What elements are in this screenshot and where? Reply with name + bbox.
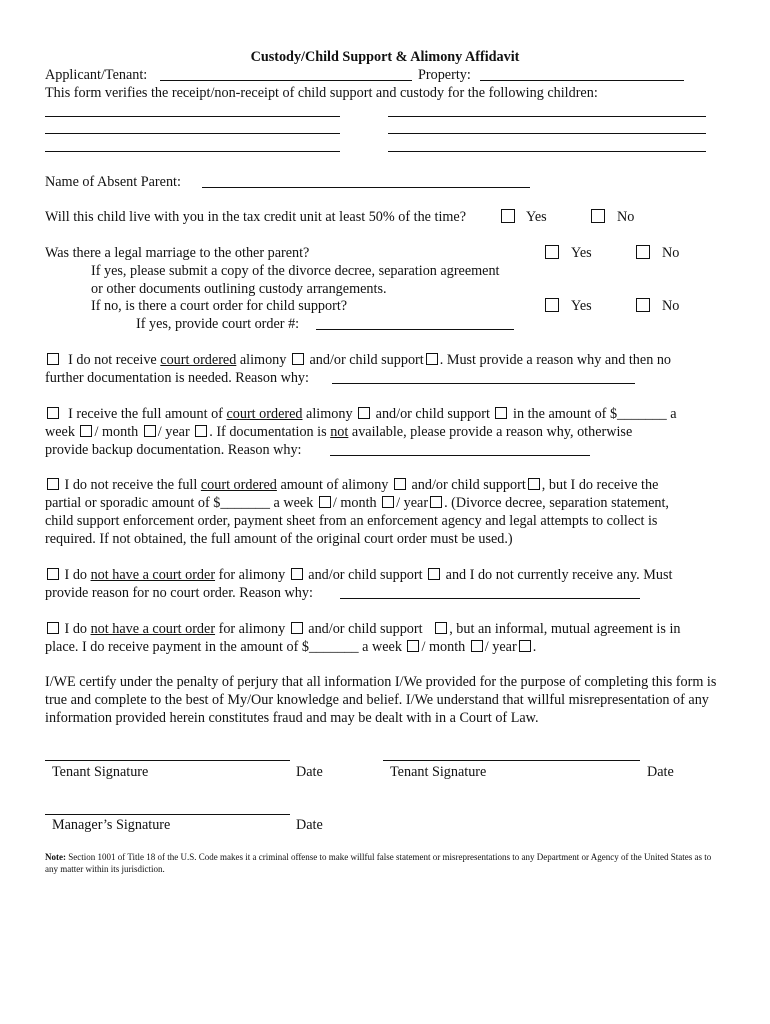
date-label: Date [296, 764, 323, 780]
property-field[interactable] [480, 80, 684, 81]
option-no-order-reason-label: provide reason for no court order. Reason why: [45, 585, 313, 601]
date-label: Date [296, 817, 323, 833]
certification-text: I/WE certify under the penalty of perjury that all information I/We provided for the purpose of completing this form is true and complete to the best of My/Our knowledge and belief. I/We understand that willful misrepresentation of any information provided herein constitutes fraud and may be dealt with in a Court of Law. [45, 674, 717, 726]
marriage-no-checkbox[interactable] [636, 245, 650, 259]
marriage-no-label: No [662, 245, 680, 261]
month-checkbox[interactable] [471, 640, 483, 652]
tenant-signature-label: Tenant Signature [52, 764, 149, 780]
option-full-amount-reason-field[interactable] [330, 455, 590, 456]
date-label: Date [647, 764, 674, 780]
option-not-receive-line1: I do not receive court ordered alimony and/or child support . Must provide a reason why and then no [45, 351, 671, 369]
court-order-no-checkbox[interactable] [636, 298, 650, 312]
week-checkbox[interactable] [407, 640, 419, 652]
marriage-yes-label: Yes [571, 245, 592, 261]
child-support-checkbox[interactable] [426, 353, 438, 365]
tenant-signature-line[interactable] [45, 760, 290, 761]
applicant-label: Applicant/Tenant: [45, 67, 148, 83]
court-order-no-label: No [662, 298, 680, 314]
year-checkbox[interactable] [195, 425, 207, 437]
marriage-instruction: If yes, please submit a copy of the divorce decree, separation agreement [91, 263, 500, 279]
option-not-receive-checkbox[interactable] [47, 353, 59, 365]
child-support-checkbox[interactable] [528, 478, 540, 490]
alimony-checkbox[interactable] [292, 353, 304, 365]
note-label: Note: [45, 852, 66, 862]
applicant-field[interactable] [160, 80, 412, 81]
live-question: Will this child live with you in the tax credit unit at least 50% of the time? [45, 209, 467, 225]
child-name-field[interactable] [388, 133, 706, 134]
alimony-checkbox[interactable] [358, 407, 370, 419]
child-support-checkbox[interactable] [428, 568, 440, 580]
form-title: Custody/Child Support & Alimony Affidavit [250, 49, 520, 65]
intro-text: This form verifies the receipt/non-receipt of child support and custody for the following children: [45, 85, 598, 101]
alimony-checkbox[interactable] [394, 478, 406, 490]
month-checkbox[interactable] [382, 496, 394, 508]
child-name-field[interactable] [45, 151, 340, 152]
marriage-instruction: or other documents outlining custody arrangements. [91, 281, 387, 297]
option-full-amount-line1: I receive the full amount of court ordered alimony and/or child support in the amount of $_______ a [45, 405, 677, 423]
year-checkbox[interactable] [519, 640, 531, 652]
option-informal-line2: place. I do receive payment in the amount of $_______ a week / month / year . [45, 639, 537, 655]
option-partial-line4: required. If not obtained, the full amount of the original court order must be used.) [45, 531, 513, 547]
court-order-yes-checkbox[interactable] [545, 298, 559, 312]
court-order-number-label: If yes, provide court order #: [136, 316, 300, 332]
option-no-order-line1: I do not have a court order for alimony and/or child support and I do not currently receive any. Must [45, 566, 672, 584]
live-yes-checkbox[interactable] [501, 209, 515, 223]
option-partial-line3: child support enforcement order, payment sheet from an enforcement agency and legal attempts to collect is [45, 513, 658, 529]
marriage-question: Was there a legal marriage to the other parent? [45, 245, 310, 261]
child-support-checkbox[interactable] [435, 622, 447, 634]
absent-parent-label: Name of Absent Parent: [45, 174, 181, 190]
week-checkbox[interactable] [80, 425, 92, 437]
child-name-field[interactable] [388, 151, 706, 152]
legal-note [45, 851, 725, 875]
note-text: Section 1001 of Title 18 of the U.S. Code makes it a criminal offense to make willful false statement or misrepresentations to any Department or Agency of the United States as to any matter within its jurisdiction. [45, 852, 712, 874]
court-order-question: If no, is there a court order for child support? [91, 298, 348, 314]
week-checkbox[interactable] [319, 496, 331, 508]
option-no-order-reason-field[interactable] [340, 598, 640, 599]
child-name-field[interactable] [388, 116, 706, 117]
live-no-checkbox[interactable] [591, 209, 605, 223]
child-support-checkbox[interactable] [495, 407, 507, 419]
tenant-signature-label: Tenant Signature [390, 764, 487, 780]
manager-signature-label: Manager’s Signature [52, 817, 171, 833]
manager-signature-line[interactable] [45, 814, 290, 815]
court-order-number-field[interactable] [316, 329, 514, 330]
option-no-order-checkbox[interactable] [47, 568, 59, 580]
absent-parent-field[interactable] [202, 187, 530, 188]
option-informal-checkbox[interactable] [47, 622, 59, 634]
court-order-yes-label: Yes [571, 298, 592, 314]
option-not-receive-reason-field[interactable] [332, 383, 635, 384]
live-yes-label: Yes [526, 209, 547, 225]
tenant-signature-line[interactable] [383, 760, 640, 761]
option-not-receive-reason-label: further documentation is needed. Reason why: [45, 370, 309, 386]
option-informal-line1: I do not have a court order for alimony and/or child support , but an informal, mutual agreement is in [45, 620, 680, 638]
option-partial-line2: partial or sporadic amount of $_______ a week / month / year . (Divorce decree, separation statement, [45, 495, 669, 511]
property-label: Property: [418, 67, 471, 83]
month-checkbox[interactable] [144, 425, 156, 437]
child-name-field[interactable] [45, 116, 340, 117]
year-checkbox[interactable] [430, 496, 442, 508]
alimony-checkbox[interactable] [291, 568, 303, 580]
option-full-amount-reason-label: provide backup documentation. Reason why: [45, 442, 302, 458]
live-no-label: No [617, 209, 635, 225]
option-full-amount-checkbox[interactable] [47, 407, 59, 419]
marriage-yes-checkbox[interactable] [545, 245, 559, 259]
child-name-field[interactable] [45, 133, 340, 134]
option-partial-checkbox[interactable] [47, 478, 59, 490]
option-partial-line1: I do not receive the full court ordered amount of alimony and/or child support , but I do receive the [45, 476, 658, 494]
alimony-checkbox[interactable] [291, 622, 303, 634]
option-full-amount-line2: week / month / year . If documentation is not available, please provide a reason why, otherwise [45, 424, 633, 440]
